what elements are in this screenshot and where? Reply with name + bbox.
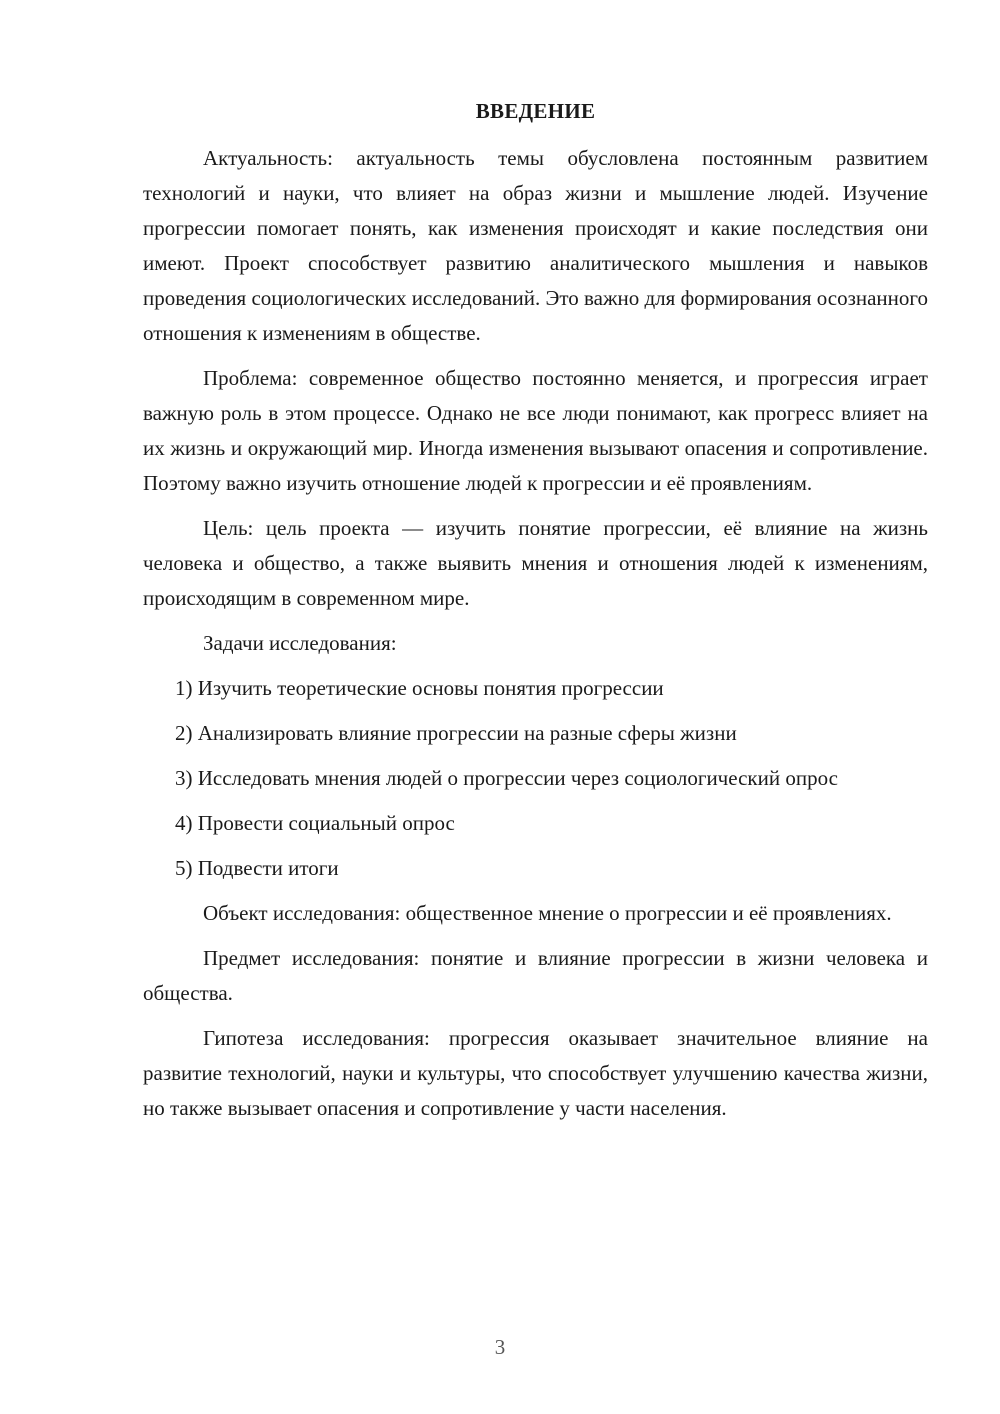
task-item: 2) Анализировать влияние прогрессии на разные сферы жизни bbox=[175, 721, 737, 745]
paragraph-goal: Цель: цель проекта — изучить понятие прогрессии, её влияние на жизнь человека и общество, а также выявить мнения и отношения людей к изменениям, происходящим в современном мире. bbox=[143, 516, 928, 610]
paragraph-object: Объект исследования: общественное мнение о прогрессии и её проявлениях. bbox=[203, 901, 892, 925]
task-item: 5) Подвести итоги bbox=[175, 856, 339, 880]
task-item: 1) Изучить теоретические основы понятия прогрессии bbox=[175, 676, 664, 700]
paragraph-relevance: Актуальность: актуальность темы обусловлена постоянным развитием технологий и науки, что влияет на образ жизни и мышление людей. Изучение прогрессии помогает понять, как изменения происходят и какие последствия они имеют. Проект способствует развитию аналитического мышления и навыков проведения социологических исследований. Это важно для формирования осознанного отношения к изменениям в обществе. bbox=[143, 146, 928, 345]
page-number: 3 bbox=[494, 1335, 506, 1359]
page-content bbox=[143, 94, 928, 1126]
tasks-heading: Задачи исследования: bbox=[203, 631, 397, 655]
paragraph-subject: Предмет исследования: понятие и влияние прогрессии в жизни человека и общества. bbox=[143, 946, 928, 1005]
paragraph-problem: Проблема: современное общество постоянно меняется, и прогрессия играет важную роль в этом процессе. Однако не все люди понимают, как прогресс влияет на их жизнь и окружающий мир. Иногда изменения вызывают опасения и сопротивление. Поэтому важно изучить отношение людей к прогрессии и её проявлениям. bbox=[143, 366, 928, 495]
paragraph-hypothesis: Гипотеза исследования: прогрессия оказывает значительное влияние на развитие технологий, науки и культуры, что способствует улучшению качества жизни, но также вызывает опасения и сопротивление у части населения. bbox=[143, 1026, 928, 1120]
task-item: 4) Провести социальный опрос bbox=[175, 811, 455, 835]
task-item: 3) Исследовать мнения людей о прогрессии через социологический опрос bbox=[175, 766, 838, 790]
section-title: ВВЕДЕНИЕ bbox=[475, 99, 596, 123]
